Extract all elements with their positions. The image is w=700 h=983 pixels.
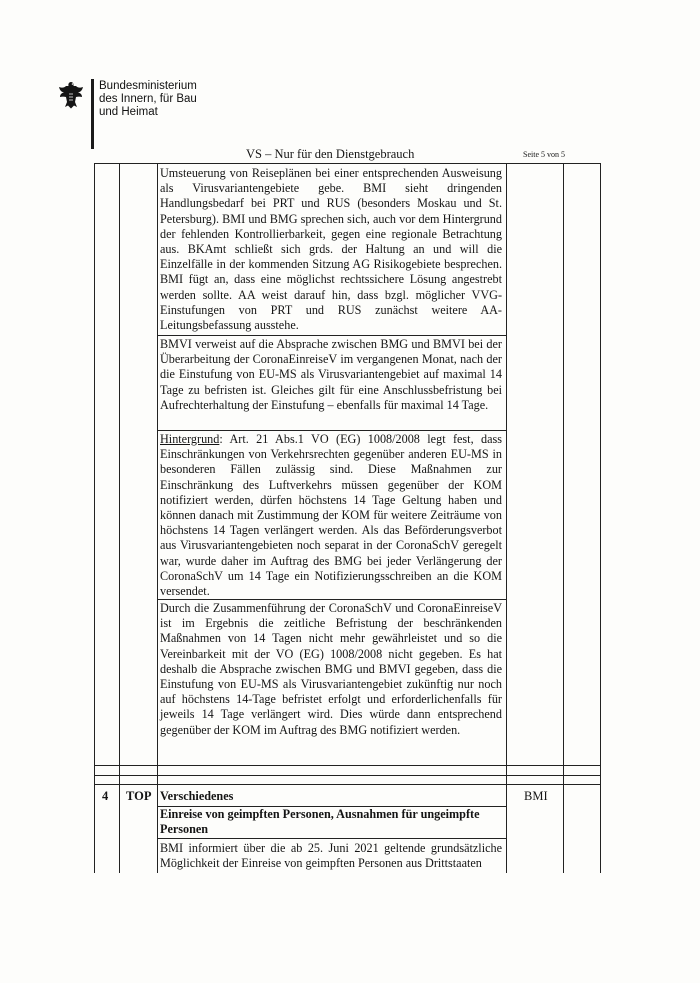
row4-text: BMI informiert über die ab 25. Juni 2021 geltende grundsätzliche Möglichkeit der Einreise von geimpften Personen aus Drittstaaten — [160, 840, 502, 870]
row4-subtitle: Einreise von geimpften Personen, Ausnahmen für ungeimpfte Personen — [160, 807, 480, 837]
paragraph-1: Umsteuerung von Reiseplänen bei einer entsprechenden Ausweisung als Virusvariantengebiete gebe. BMI sieht dringenden Handlungsbedarf bei PRT und RUS (besonders Moskau und St. Petersburg). BMI und BMG sprechen sich, auch vor dem Hintergrund der fehlenden Kontrollierbarkeit, gegen eine regionale Betrachtung aus. BKAmt schließt sich grds. der Haltung an und will die Einzelfälle in der kommenden Sitzung AG Risikogebiete besprechen. BMI fügt an, dass eine möglichst rechtssichere Lösung angestrebt werden sollte. AA weist darauf hin, dass bzgl. möglicher VVG-Einstufungen von PRT und RUS zunächst weitere AA-Leitungsbefassung ausstehe. — [160, 166, 502, 333]
ministry-line-2: des Innern, für Bau — [99, 93, 197, 105]
row-divider-1 — [94, 765, 601, 766]
table-col-divider-4 — [563, 163, 564, 873]
ministry-name — [99, 80, 197, 119]
ministry-line-1: Bundesministerium — [99, 80, 197, 92]
row-divider-2 — [94, 775, 601, 776]
paragraph-2: BMVI verweist auf die Absprache zwischen BMG und BMVI bei der Überarbeitung der CoronaEinreiseV im vergangenen Monat, nach der die Einstufung von EU-MS als Virusvariantengebiet auf maximal 14 Tage zu befristen ist. Gleiches gilt für eine Anschlussbefristung bei Aufrechterhaltung der Einstufung – ebenfalls für maximal 14 Tage. — [160, 337, 502, 412]
content-cell-4 — [160, 601, 502, 742]
table-left-border — [94, 163, 95, 873]
paragraph-3 — [160, 432, 502, 599]
paragraph-3-text: : Art. 21 Abs.1 VO (EG) 1008/2008 legt fest, dass Einschränkungen von Verkehrsrechten gegenüber anderen EU-MS in besonderen Fällen zulässig sind. Diese Maßnahmen zur Einschränkung des Luftverkehrs müssen gegenüber der KOM notifiziert werden, dürfen höchstens 14 Tage Geltung haben und können danach mit Zustimmung der KOM für weitere Zeiträume von höchstens 14 Tagen verlängert werden. Als das Beförderungsverbot aus Virusvariantengebieten noch separat in der CoronaSchV geregelt war, wurde daher im Auftrag des BMG bei jeder Verlängerung der CoronaSchV um 14 Tage ein Notifizierungsschreiben an die KOM versendet. — [160, 432, 502, 599]
table-col-divider-2 — [157, 163, 158, 873]
letterhead-rule — [91, 79, 94, 149]
table-col-divider-3 — [506, 163, 507, 873]
content-cell-3 — [160, 432, 502, 603]
table-col-divider-1 — [119, 163, 120, 873]
row-number: 4 — [102, 789, 109, 803]
paragraph-4: Durch die Zusammenführung der CoronaSchV und CoronaEinreiseV ist im Ergebnis die zeitliche Befristung der beschränkenden Maßnahmen von 14 Tagen nicht mehr gewährleistet und so die Vereinbarkeit mit der VO (EG) 1008/2008 nicht gegeben. Es hat deshalb die Absprache zwischen BMG und BMVI gegeben, dass die Einstufung von EU-MS als Virusvariantengebiet zukünftig nur noch auf höchstens 14-Tage befristet erfolgt und erforderlichenfalls für jeweils 14 Tage verlängert wird. Dies würde dann entsprechend gegenüber der KOM im Auftrag des BMG notifiziert werden. — [160, 601, 502, 737]
row4-title: Verschiedenes — [160, 789, 234, 803]
paragraph-divider-2 — [157, 430, 506, 431]
content-cell-2 — [160, 337, 502, 417]
table-right-border — [600, 163, 601, 873]
background-label: Hintergrund — [160, 432, 220, 446]
table-top-border — [94, 163, 601, 164]
classification-label: VS – Nur für den Dienstgebrauch — [246, 147, 415, 161]
federal-eagle-icon — [58, 80, 84, 110]
row4-responsible: BMI — [524, 789, 548, 803]
content-cell — [160, 166, 502, 337]
row-type: TOP — [126, 789, 152, 803]
row-divider-3 — [94, 784, 601, 785]
row4-content — [160, 789, 502, 871]
page-number: Seite 5 von 5 — [523, 150, 565, 159]
ministry-line-3: und Heimat — [99, 106, 158, 118]
